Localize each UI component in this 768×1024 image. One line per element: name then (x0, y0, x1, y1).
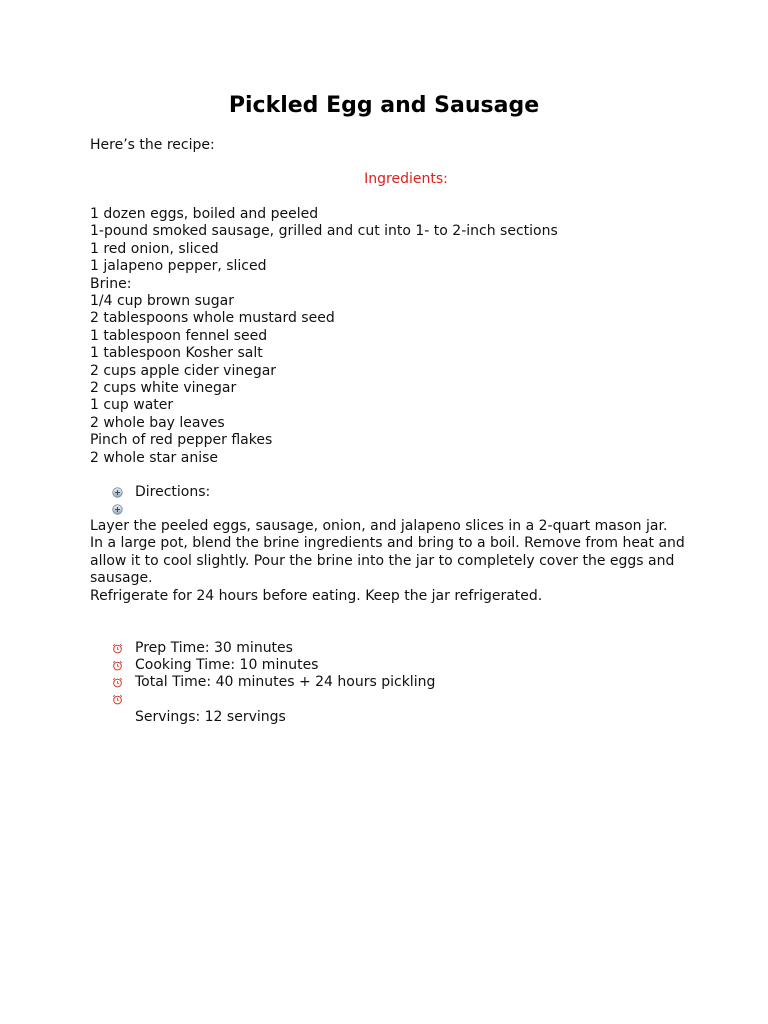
alarm-clock-icon (112, 643, 123, 654)
cooking-time: Cooking Time: 10 minutes (135, 657, 319, 673)
ingredient-item: 2 cups apple cider vinegar (90, 362, 277, 379)
total-time-row (90, 674, 690, 691)
total-time: Total Time: 40 minutes + 24 hours pickling (135, 674, 436, 690)
empty-bullet-row (90, 501, 690, 518)
ingredient-item: 2 whole bay leaves (90, 414, 225, 431)
ingredient-item: Pinch of red pepper flakes (90, 432, 273, 449)
ingredient-item: 2 cups white vinegar (90, 380, 237, 397)
ingredient-item: 1 dozen eggs, boiled and peeled (90, 206, 319, 222)
ingredient-item: 1 tablespoon fennel seed (90, 327, 268, 344)
servings-row (90, 709, 690, 726)
plus-circle-icon (112, 487, 123, 498)
direction-step: Refrigerate for 24 hours before eating. Keep the jar refrigerated. (90, 587, 543, 604)
ingredient-item: 1-pound smoked sausage, grilled and cut into 1- to 2-inch sections (90, 223, 558, 240)
page-title: Pickled Egg and Sausage (228, 93, 540, 118)
directions-label-row (90, 484, 690, 501)
directions-label: Directions: (135, 484, 211, 500)
ingredients-list (90, 206, 558, 467)
direction-step: Layer the peeled eggs, sausage, onion, and jalapeno slices in a 2-quart mason jar. (90, 518, 668, 534)
direction-step: In a large pot, blend the brine ingredients and bring to a boil. Remove from heat and allow it to cool slightly. Pour the brine into the jar to completely cover the eggs and sausage. (90, 535, 685, 587)
servings: Servings: 12 servings (135, 709, 286, 725)
prep-time-row (90, 640, 690, 657)
empty-time-row (90, 691, 690, 708)
alarm-clock-icon (112, 694, 123, 705)
prep-time: Prep Time: 30 minutes (135, 640, 293, 656)
ingredient-item: 2 tablespoons whole mustard seed (90, 310, 335, 327)
ingredient-item: 1 red onion, sliced (90, 240, 219, 257)
alarm-clock-icon (112, 660, 123, 671)
ingredient-item: 2 whole star anise (90, 449, 219, 466)
ingredient-item: 1 jalapeno pepper, sliced (90, 258, 267, 275)
ingredients-heading: Ingredients: (364, 171, 448, 187)
ingredient-item: 1 tablespoon Kosher salt (90, 345, 263, 362)
ingredient-item: Brine: (90, 275, 132, 292)
cooking-time-row (90, 657, 690, 674)
ingredient-item: 1 cup water (90, 397, 174, 414)
ingredient-item: 1/4 cup brown sugar (90, 293, 234, 310)
plus-circle-icon (112, 504, 123, 515)
alarm-clock-icon (112, 677, 123, 688)
directions-text (90, 518, 690, 605)
intro-text: Here’s the recipe: (90, 137, 215, 153)
